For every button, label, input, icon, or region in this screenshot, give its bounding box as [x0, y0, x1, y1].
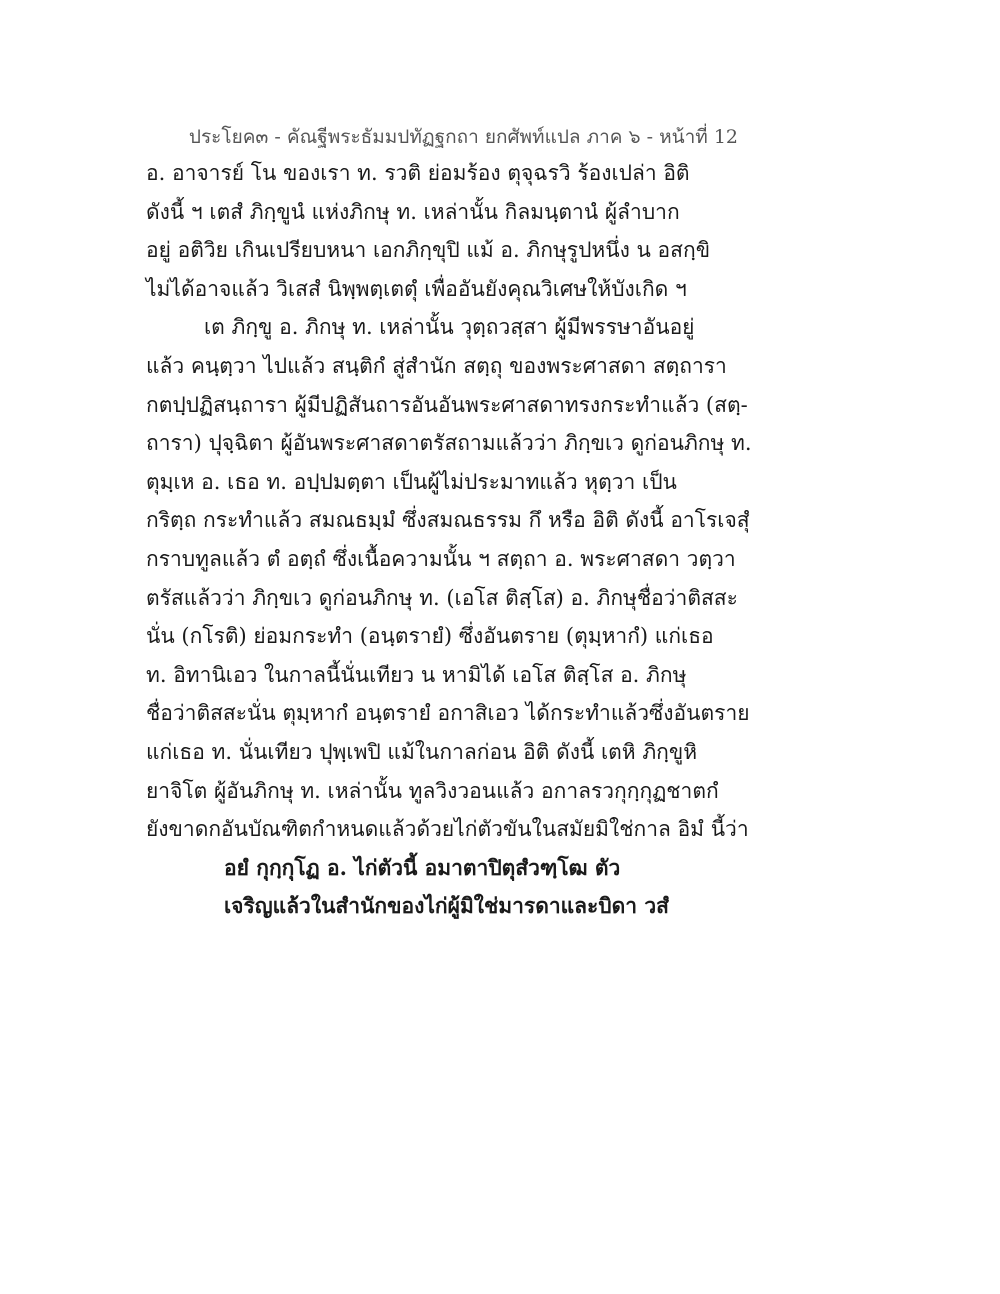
text-line: ตรัสแล้วว่า ภิกฺขเว ดูก่อนภิกษุ ท. (เอโส ติสฺโส) อ. ภิกษุชื่อว่าติสสะ: [146, 585, 738, 610]
text-line: กตปฺปฏิสนฺถารา ผู้มีปฏิสันถารอันอันพระศาสดาทรงกระทำแล้ว (สตฺ-: [146, 392, 748, 417]
text-line: ท. อิทานิเอว ในกาลนี้นั่นเทียว น หามิได้ เอโส ติสฺโส อ. ภิกษุ: [146, 662, 687, 687]
verse-line: เจริญแล้วในสำนักของไก่ผู้มิใช่มารดาและบิดา วสํ: [224, 893, 669, 919]
text-line: ดังนี้ ฯ เตสํ ภิกฺขูนํ แห่งภิกษุ ท. เหล่านั้น กิลมนฺตานํ ผู้ลำบาก: [146, 199, 680, 224]
page-header: ประโยค๓ - คัณฐีพระธัมมปทัฏฐกถา ยกศัพท์แปล ภาค ๖ - หน้าที่ 12: [188, 126, 738, 148]
paragraph-start-line: เต ภิกฺขู อ. ภิกษุ ท. เหล่านั้น วุตฺถวสฺสา ผู้มีพรรษาอันอยู่: [204, 315, 695, 340]
text-line: กริตฺถ กระทำแล้ว สมณธมฺมํ ซึ่งสมณธรรม กึ หรือ อิติ ดังนี้ อาโรเจสุํ: [146, 508, 750, 533]
verse-line: อยํ กุกฺกุโฏ อ. ไก่ตัวนี้ อมาตาปิตุสํวฑฺโฒ ตัว: [224, 854, 621, 880]
text-line: ถารา) ปุจฺฉิตา ผู้อันพระศาสดาตรัสถามแล้วว่า ภิกฺขเว ดูก่อนภิกษุ ท.: [146, 431, 752, 456]
body-text: [146, 154, 866, 926]
text-line: แล้ว คนฺตฺวา ไปแล้ว สนฺติกํ สู่สำนัก สตฺถุ ของพระศาสดา สตฺถารา: [146, 353, 727, 378]
text-line: ยาจิโต ผู้อันภิกษุ ท. เหล่านั้น ทูลวิงวอนแล้ว อกาลรวกุกฺกุฏชาตกํ: [146, 778, 719, 803]
text-line: แก่เธอ ท. นั่นเทียว ปุพฺเพปิ แม้ในกาลก่อน อิติ ดังนี้ เตหิ ภิกฺขูหิ: [146, 739, 698, 764]
text-line: อ. อาจารย์ โน ของเรา ท. รวติ ย่อมร้อง ตุจุฉรวิ ร้องเปล่า อิติ: [146, 161, 690, 185]
text-line: ไม่ได้อาจแล้ว วิเสสํ นิพฺพตฺเตตุํ เพื่ออันยังคุณวิเศษให้บังเกิด ฯ: [146, 276, 687, 301]
text-line: กราบทูลแล้ว ตํ อตฺถํ ซึ่งเนื้อความนั้น ฯ สตฺถา อ. พระศาสดา วตฺวา: [146, 546, 736, 571]
text-line: นั่น (กโรติ) ย่อมกระทำ (อนฺตรายํ) ซึ่งอันตราย (ตุมฺหากํ) แก่เธอ: [146, 624, 714, 649]
text-line: ตุมฺเห อ. เธอ ท. อปฺปมตฺตา เป็นผู้ไม่ประมาทแล้ว หุตฺวา เป็น: [146, 469, 677, 494]
text-line: ยังขาดกอันบัณฑิตกำหนดแล้วด้วยไก่ตัวขันในสมัยมิใช่กาล อิมํ นี้ว่า: [146, 817, 749, 842]
text-line: อยู่ อติวิย เกินเปรียบหนา เอกภิกฺขุปิ แม้ อ. ภิกษุรูปหนึ่ง น อสกฺขิ: [146, 238, 711, 263]
text-line: ชื่อว่าติสสะนั่น ตุมฺหากํ อนฺตรายํ อกาสิเอว ได้กระทำแล้วซึ่งอันตราย: [146, 701, 750, 726]
